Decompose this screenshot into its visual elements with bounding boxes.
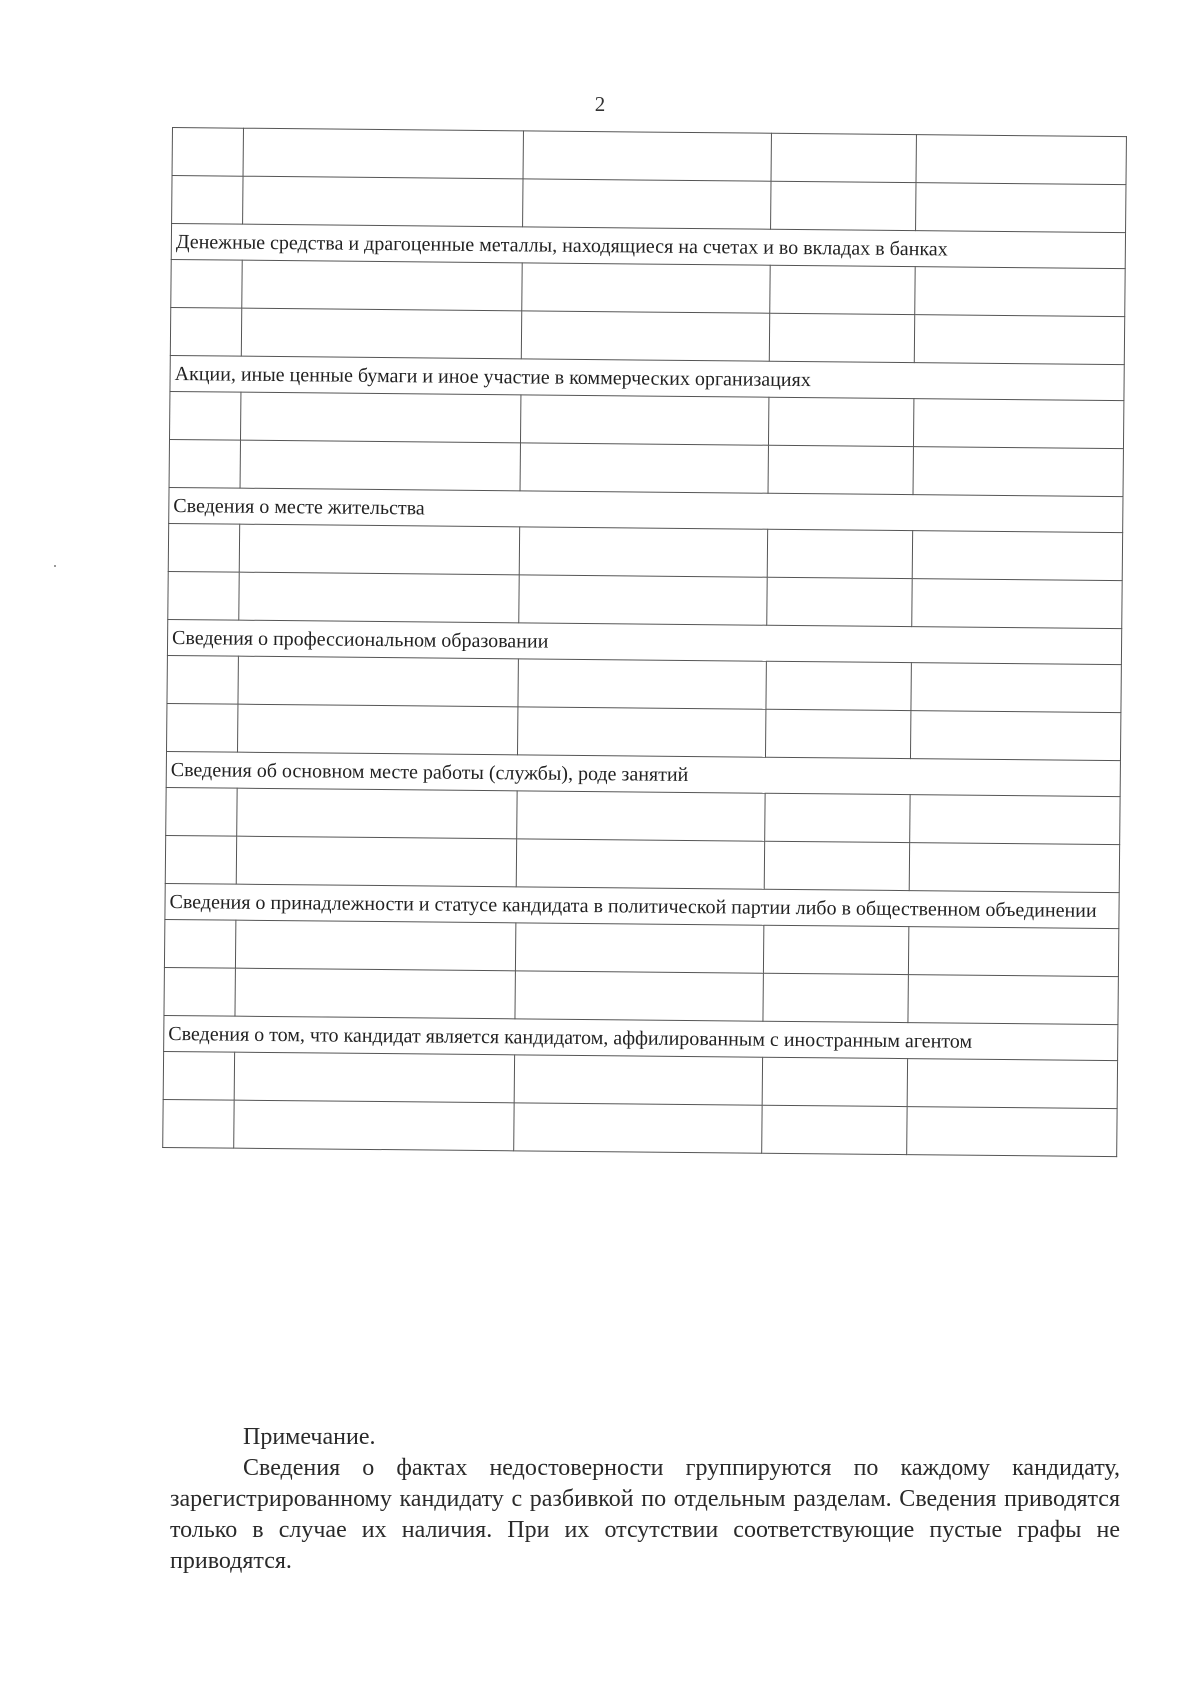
section-title-deposits: Денежные средства и драгоценные металлы, находящиеся на счетах и во вкладах в банках <box>171 224 1125 269</box>
empty-cell <box>764 841 909 890</box>
note-body: Сведения о фактах недостоверности группируются по каждому кандидату, зарегистрированному кандидату с разбивкой по отдельным разделам. Сведения приводятся только в случае их наличия. При их отсутствии соответствующие пустые графы не приводятся. <box>170 1455 1120 1574</box>
empty-cell <box>913 399 1123 449</box>
empty-cell <box>240 440 520 491</box>
empty-cell <box>519 575 767 625</box>
empty-cell <box>167 655 238 704</box>
empty-cell <box>520 395 768 445</box>
empty-cell <box>907 1107 1117 1157</box>
empty-cell <box>172 176 243 225</box>
empty-cell <box>915 267 1125 317</box>
empty-cell <box>908 927 1118 977</box>
empty-cell <box>517 707 765 757</box>
empty-cell <box>170 307 241 356</box>
empty-cell <box>909 843 1119 893</box>
section-title-securities: Акции, иные ценные бумаги и иное участие в коммерческих организациях <box>170 355 1124 400</box>
empty-cell <box>520 443 768 493</box>
empty-cell <box>516 839 764 889</box>
empty-cell <box>912 579 1122 629</box>
empty-cell <box>768 445 913 494</box>
empty-cell <box>517 791 765 841</box>
empty-cell <box>243 176 523 227</box>
empty-cell <box>238 656 518 707</box>
empty-cell <box>234 1100 514 1151</box>
empty-cell <box>767 577 912 626</box>
empty-cell <box>762 1105 907 1154</box>
empty-cell <box>767 529 912 578</box>
empty-cell <box>914 315 1124 365</box>
empty-row <box>163 1099 1117 1156</box>
section-title-education: Сведения о профессиональном образовании <box>167 619 1121 664</box>
empty-cell <box>166 787 237 836</box>
empty-cell <box>763 925 908 974</box>
form-table-body <box>163 128 1127 1157</box>
empty-cell <box>766 661 911 710</box>
empty-cell <box>236 836 516 887</box>
section-title-residence: Сведения о месте жительства <box>169 487 1123 532</box>
empty-cell <box>768 397 913 446</box>
empty-cell <box>235 968 515 1019</box>
empty-cell <box>243 128 523 179</box>
empty-cell <box>237 788 517 839</box>
empty-cell <box>234 1052 514 1103</box>
empty-cell <box>239 524 519 575</box>
empty-cell <box>164 967 235 1016</box>
empty-cell <box>241 308 521 359</box>
empty-cell <box>240 392 520 443</box>
empty-cell <box>514 1055 762 1105</box>
empty-cell <box>164 919 235 968</box>
note-heading: Примечание. <box>243 1424 376 1450</box>
empty-cell <box>523 131 771 181</box>
empty-cell <box>167 703 238 752</box>
empty-cell <box>242 260 522 311</box>
empty-cell <box>515 971 763 1021</box>
empty-cell <box>238 704 518 755</box>
empty-cell <box>771 181 916 230</box>
empty-cell <box>514 1103 762 1153</box>
empty-cell <box>165 835 236 884</box>
empty-cell <box>172 128 243 177</box>
empty-cell <box>523 179 771 229</box>
empty-cell <box>907 1059 1117 1109</box>
disclosure-form-table <box>162 127 1127 1157</box>
empty-cell <box>518 659 766 709</box>
empty-cell <box>235 920 515 971</box>
empty-cell <box>916 135 1126 185</box>
empty-cell <box>911 663 1121 713</box>
empty-cell <box>912 531 1122 581</box>
empty-cell <box>163 1099 234 1148</box>
empty-cell <box>239 572 519 623</box>
empty-cell <box>913 447 1123 497</box>
note-block <box>170 1422 1120 1577</box>
section-title-foreign-agent: Сведения о том, что кандидат является кандидатом, аффилированным с иностранным агентом <box>164 1015 1118 1060</box>
empty-cell <box>762 1057 907 1106</box>
empty-cell <box>765 709 910 758</box>
empty-cell <box>910 795 1120 845</box>
section-title-workplace: Сведения об основном месте работы (службы), роде занятий <box>166 751 1120 796</box>
empty-cell <box>916 183 1126 233</box>
empty-cell <box>769 313 914 362</box>
empty-cell <box>771 133 916 182</box>
empty-cell <box>168 571 239 620</box>
empty-cell <box>519 527 767 577</box>
empty-cell <box>171 259 242 308</box>
empty-cell <box>770 265 915 314</box>
empty-cell <box>763 973 908 1022</box>
empty-cell <box>515 923 763 973</box>
empty-cell <box>170 391 241 440</box>
section-title-party-membership: Сведения о принадлежности и статусе кандидата в политической партии либо в общественном объединении <box>165 883 1119 928</box>
empty-cell <box>908 975 1118 1025</box>
scan-speck <box>54 565 56 567</box>
empty-cell <box>765 793 910 842</box>
page-number: 2 <box>594 92 606 116</box>
empty-cell <box>522 263 770 313</box>
empty-cell <box>910 711 1120 761</box>
empty-cell <box>169 439 240 488</box>
empty-cell <box>168 523 239 572</box>
empty-cell <box>163 1051 234 1100</box>
empty-cell <box>521 311 769 361</box>
